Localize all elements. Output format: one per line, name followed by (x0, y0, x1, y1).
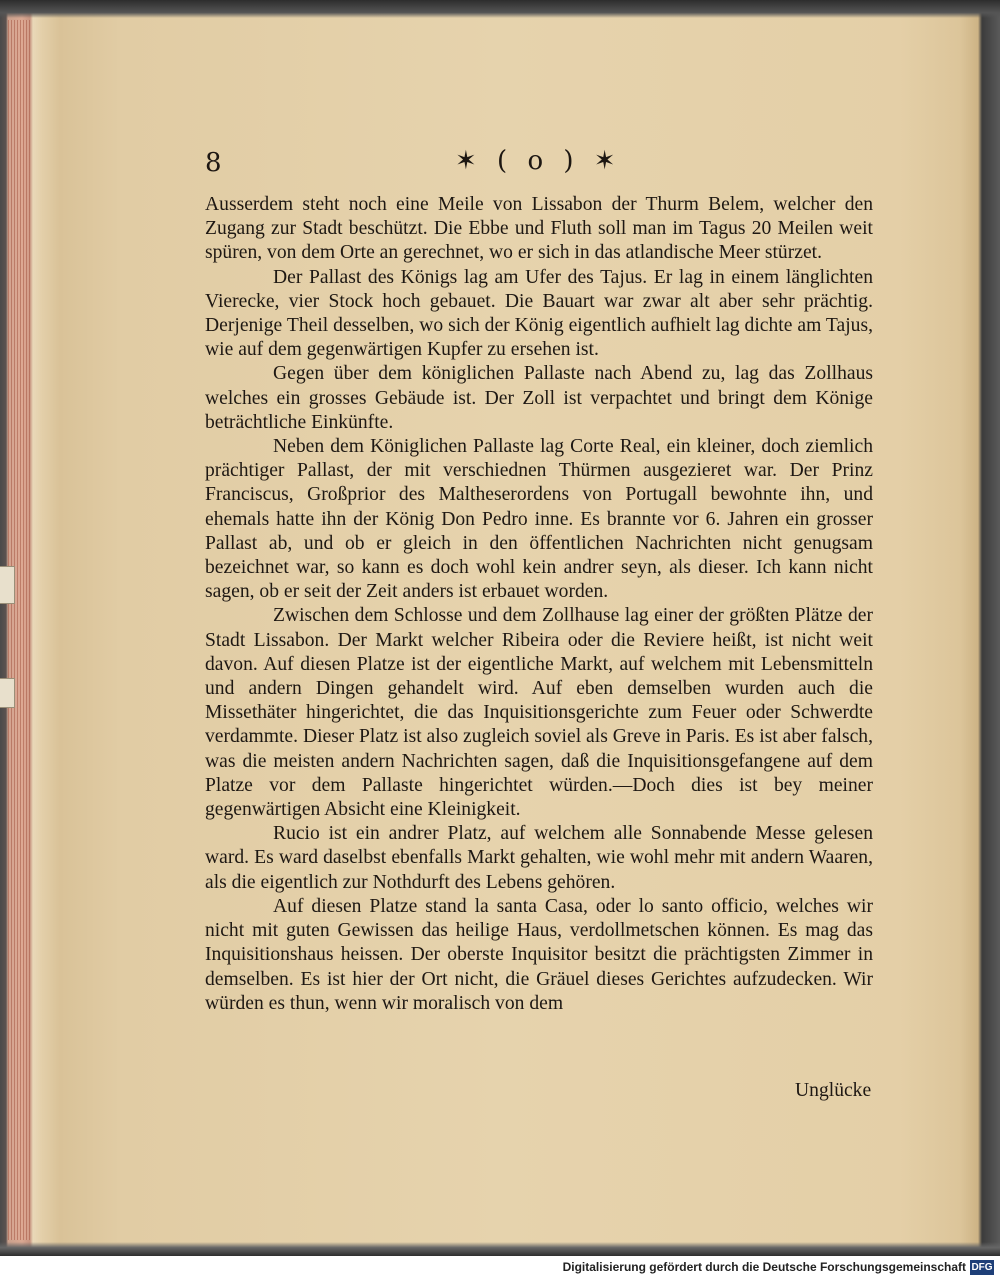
paragraph-5: Zwischen dem Schlosse und dem Zollhause lag einer der größten Plätze der Stadt Lissabon. Der Markt welcher Ribeira oder die Reviere heißt, ist nicht weit davon. Auf diesen Platze ist der eigentliche Markt, auf welchem mit Lebensmitteln und andern Dingen gehandelt wird. Auf eben demselben wurden auch die Missethäter hingerichtet, die das Inquisitionsgerichte zum Feuer oder Schwerdte verdammte. Dieser Platz ist also zugleich soviel als Greve in Paris. Es ist aber falsch, was die meisten andern Nachrichten sagen, daß die Inquisitionsgefangene auf dem Platze vor dem Pallaste hingerichtet würden.—Doch dies ist bey meiner gegenwärtigen Absicht eine Kleinigkeit. (205, 605, 873, 821)
dfg-logo-icon: DFG (971, 1262, 993, 1273)
page-number: 8 (205, 148, 222, 178)
paragraph-7: Auf diesen Platze stand la santa Casa, oder lo santo officio, welches wir nicht mit guten Gewissen das heilige Haus, verdollmetschen können. Es mag das Inquisitionshaus heissen. Der oberste Inquisitor besitzt die prächtigsten Zimmer in demselben. Es ist hier der Ort nicht, die Gräuel dieses Gerichtes aufzudecken. Wir würden es thun, wenn wir moralisch von dem (205, 895, 873, 1014)
header-ornament: ✶ ( o ) ✶ (455, 146, 622, 176)
binding-clip-lower (0, 678, 15, 708)
catchword: Unglücke (795, 1080, 872, 1101)
book-page-edges (8, 20, 30, 1240)
footer-bar (0, 1256, 1000, 1280)
body-text (205, 193, 873, 1016)
funding-credit: Digitalisierung gefördert durch die Deutsche Forschungsgemeinschaft (562, 1260, 966, 1274)
paragraph-4: Neben dem Königlichen Pallaste lag Corte Real, ein kleiner, doch ziemlich prächtiger Pallast, der mit verschiednen Thürmen ausgezieret war. Der Prinz Franciscus, Großprior des Maltheserordens von Portugall bewohnte ihn, und ehemals hatte ihn der König Don Pedro inne. Es brannte vor 6. Jahren ein grosser Pallast ab, und ob er gleich in den öffentlichen Nachrichten nicht genugsam bezeichnet war, so kann es doch wohl kein andrer seyn, als dieser. Ich kann nicht sagen, ob er seit der Zeit anders ist erbauet worden. (205, 436, 873, 603)
paragraph-1: Ausserdem steht noch eine Meile von Lissabon der Thurm Belem, welcher den Zugang zur Stadt beschützt. Die Ebbe und Fluth soll man im Tagus 20 Meilen weit spüren, von dem Orte an gerechnet, wo er sich in das atlandische Meer stürzet. (205, 194, 873, 264)
paragraph-2: Der Pallast des Königs lag am Ufer des Tajus. Er lag in einem länglichten Vierecke, vier Stock hoch gebauet. Die Bauart war zwar alt aber sehr prächtig. Derjenige Theil desselben, wo sich der König eigentlich aufhielt lag dichte am Tajus, wie auf dem gegenwärtigen Kupfer zu ersehen ist. (205, 266, 873, 361)
page-header (205, 148, 870, 184)
binding-clip-upper (0, 566, 15, 604)
paragraph-3: Gegen über dem königlichen Pallaste nach Abend zu, lag das Zollhaus welches ein grosses Gebäude ist. Der Zoll ist verpachtet und bringt dem Könige beträchtliche Einkünfte. (205, 363, 873, 433)
paragraph-6: Rucio ist ein andrer Platz, auf welchem alle Sonnabende Messe gelesen ward. Es ward daselbst ebenfalls Markt gehalten, wie wohl mehr mit andern Waaren, als die eigentlich zur Nothdurft des Lebens gehören. (205, 823, 873, 893)
